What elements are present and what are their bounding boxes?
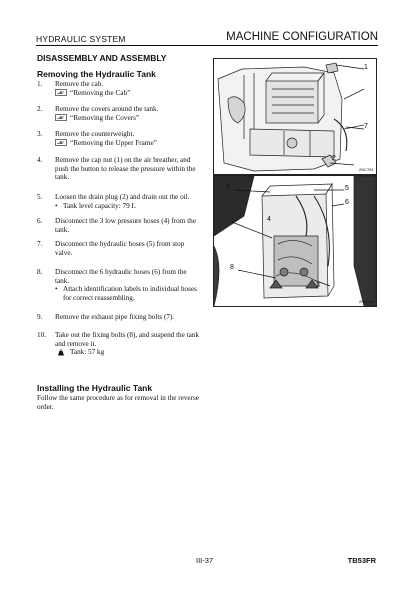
step-number: 9. <box>37 313 43 321</box>
callout-3: 3 <box>316 282 320 289</box>
step-7 <box>37 240 201 257</box>
step-number: 2. <box>37 105 43 113</box>
pointing-hand-icon <box>55 139 67 146</box>
step-bullet: • Attach identification labels to individual hoses for correct reassembling. <box>55 285 201 302</box>
step-text: Take out the fixing bolts (8), and suspend the tank and remove it. <box>55 331 200 348</box>
removing-title: Removing the Hydraulic Tank <box>37 69 156 79</box>
page-number: III-37 <box>196 556 214 565</box>
weight-line <box>55 348 201 357</box>
step-4 <box>37 156 201 182</box>
installing-title: Installing the Hydraulic Tank <box>37 383 153 393</box>
figure-code: 2NC788 <box>359 299 374 304</box>
step-text: Disconnect the hydraulic hoses (5) from stop valve. <box>55 240 185 257</box>
section-title: DISASSEMBLY AND ASSEMBLY <box>37 53 167 63</box>
callout-5: 5 <box>345 185 349 192</box>
pointing-hand-icon <box>55 114 67 121</box>
step-5 <box>37 193 201 210</box>
step-8 <box>37 268 201 302</box>
reference-text: “Removing the Covers” <box>70 113 140 122</box>
reference-line <box>55 114 201 123</box>
reference-line <box>55 89 201 98</box>
callout-6: 6 <box>345 199 349 206</box>
figure-code: 2NC781 <box>359 167 374 172</box>
step-text: Disconnect the 6 hydraulic hoses (6) from the tank. <box>55 268 187 285</box>
step-text: Remove the cap nut (1) on the air breather, and push the button to release the pressure within the tank. <box>55 156 196 182</box>
step-number: 5. <box>37 193 43 201</box>
figure-hoses <box>213 175 377 307</box>
callout-7: 7 <box>364 123 368 130</box>
step-6 <box>37 217 201 234</box>
pointing-hand-icon <box>55 89 67 96</box>
hose-connections-illustration <box>214 176 376 306</box>
model-code: TB53FR <box>347 556 376 565</box>
step-text: Remove the cab. <box>55 80 104 88</box>
step-number: 10. <box>37 331 46 339</box>
step-3 <box>37 130 201 147</box>
step-number: 6. <box>37 217 43 225</box>
header-rule <box>36 45 378 46</box>
callout-2: 2 <box>332 155 336 162</box>
installing-text: Follow the same procedure as for removal in the reverse order. <box>37 394 199 411</box>
step-bullet: • Tank level capacity: 79 L <box>55 202 201 211</box>
step-text: Remove the counterweight. <box>55 130 135 138</box>
figure-air-breather <box>213 58 377 175</box>
weight-icon <box>55 349 67 356</box>
callout-4: 4 <box>267 216 271 223</box>
callout-1: 1 <box>226 184 230 191</box>
reference-text: “Removing the Cab” <box>70 88 131 97</box>
weight-text: Tank: 57 kg <box>70 348 105 357</box>
reference-line <box>55 139 201 148</box>
callout-8: 8 <box>230 264 234 271</box>
step-text: Remove the exhaust pipe fixing bolts (7). <box>55 313 175 321</box>
step-number: 7. <box>37 240 43 248</box>
step-9 <box>37 313 201 322</box>
tank-top-illustration <box>214 59 376 174</box>
reference-text: “Removing the Upper Frame” <box>70 138 157 147</box>
step-number: 1. <box>37 80 43 88</box>
step-text: Remove the covers around the tank. <box>55 105 159 113</box>
step-10 <box>37 331 201 357</box>
callout-1: 1 <box>364 64 368 71</box>
step-number: 8. <box>37 268 43 276</box>
step-text: Disconnect the 3 low pressure hoses (4) from the tank. <box>55 217 196 234</box>
step-number: 3. <box>37 130 43 138</box>
step-text: Loosen the drain plug (2) and drain out the oil. <box>55 193 190 201</box>
step-2 <box>37 105 201 122</box>
header-section: HYDRAULIC SYSTEM <box>36 34 126 44</box>
step-1 <box>37 80 201 97</box>
step-number: 4. <box>37 156 43 164</box>
header-chapter: MACHINE CONFIGURATION <box>226 31 378 43</box>
